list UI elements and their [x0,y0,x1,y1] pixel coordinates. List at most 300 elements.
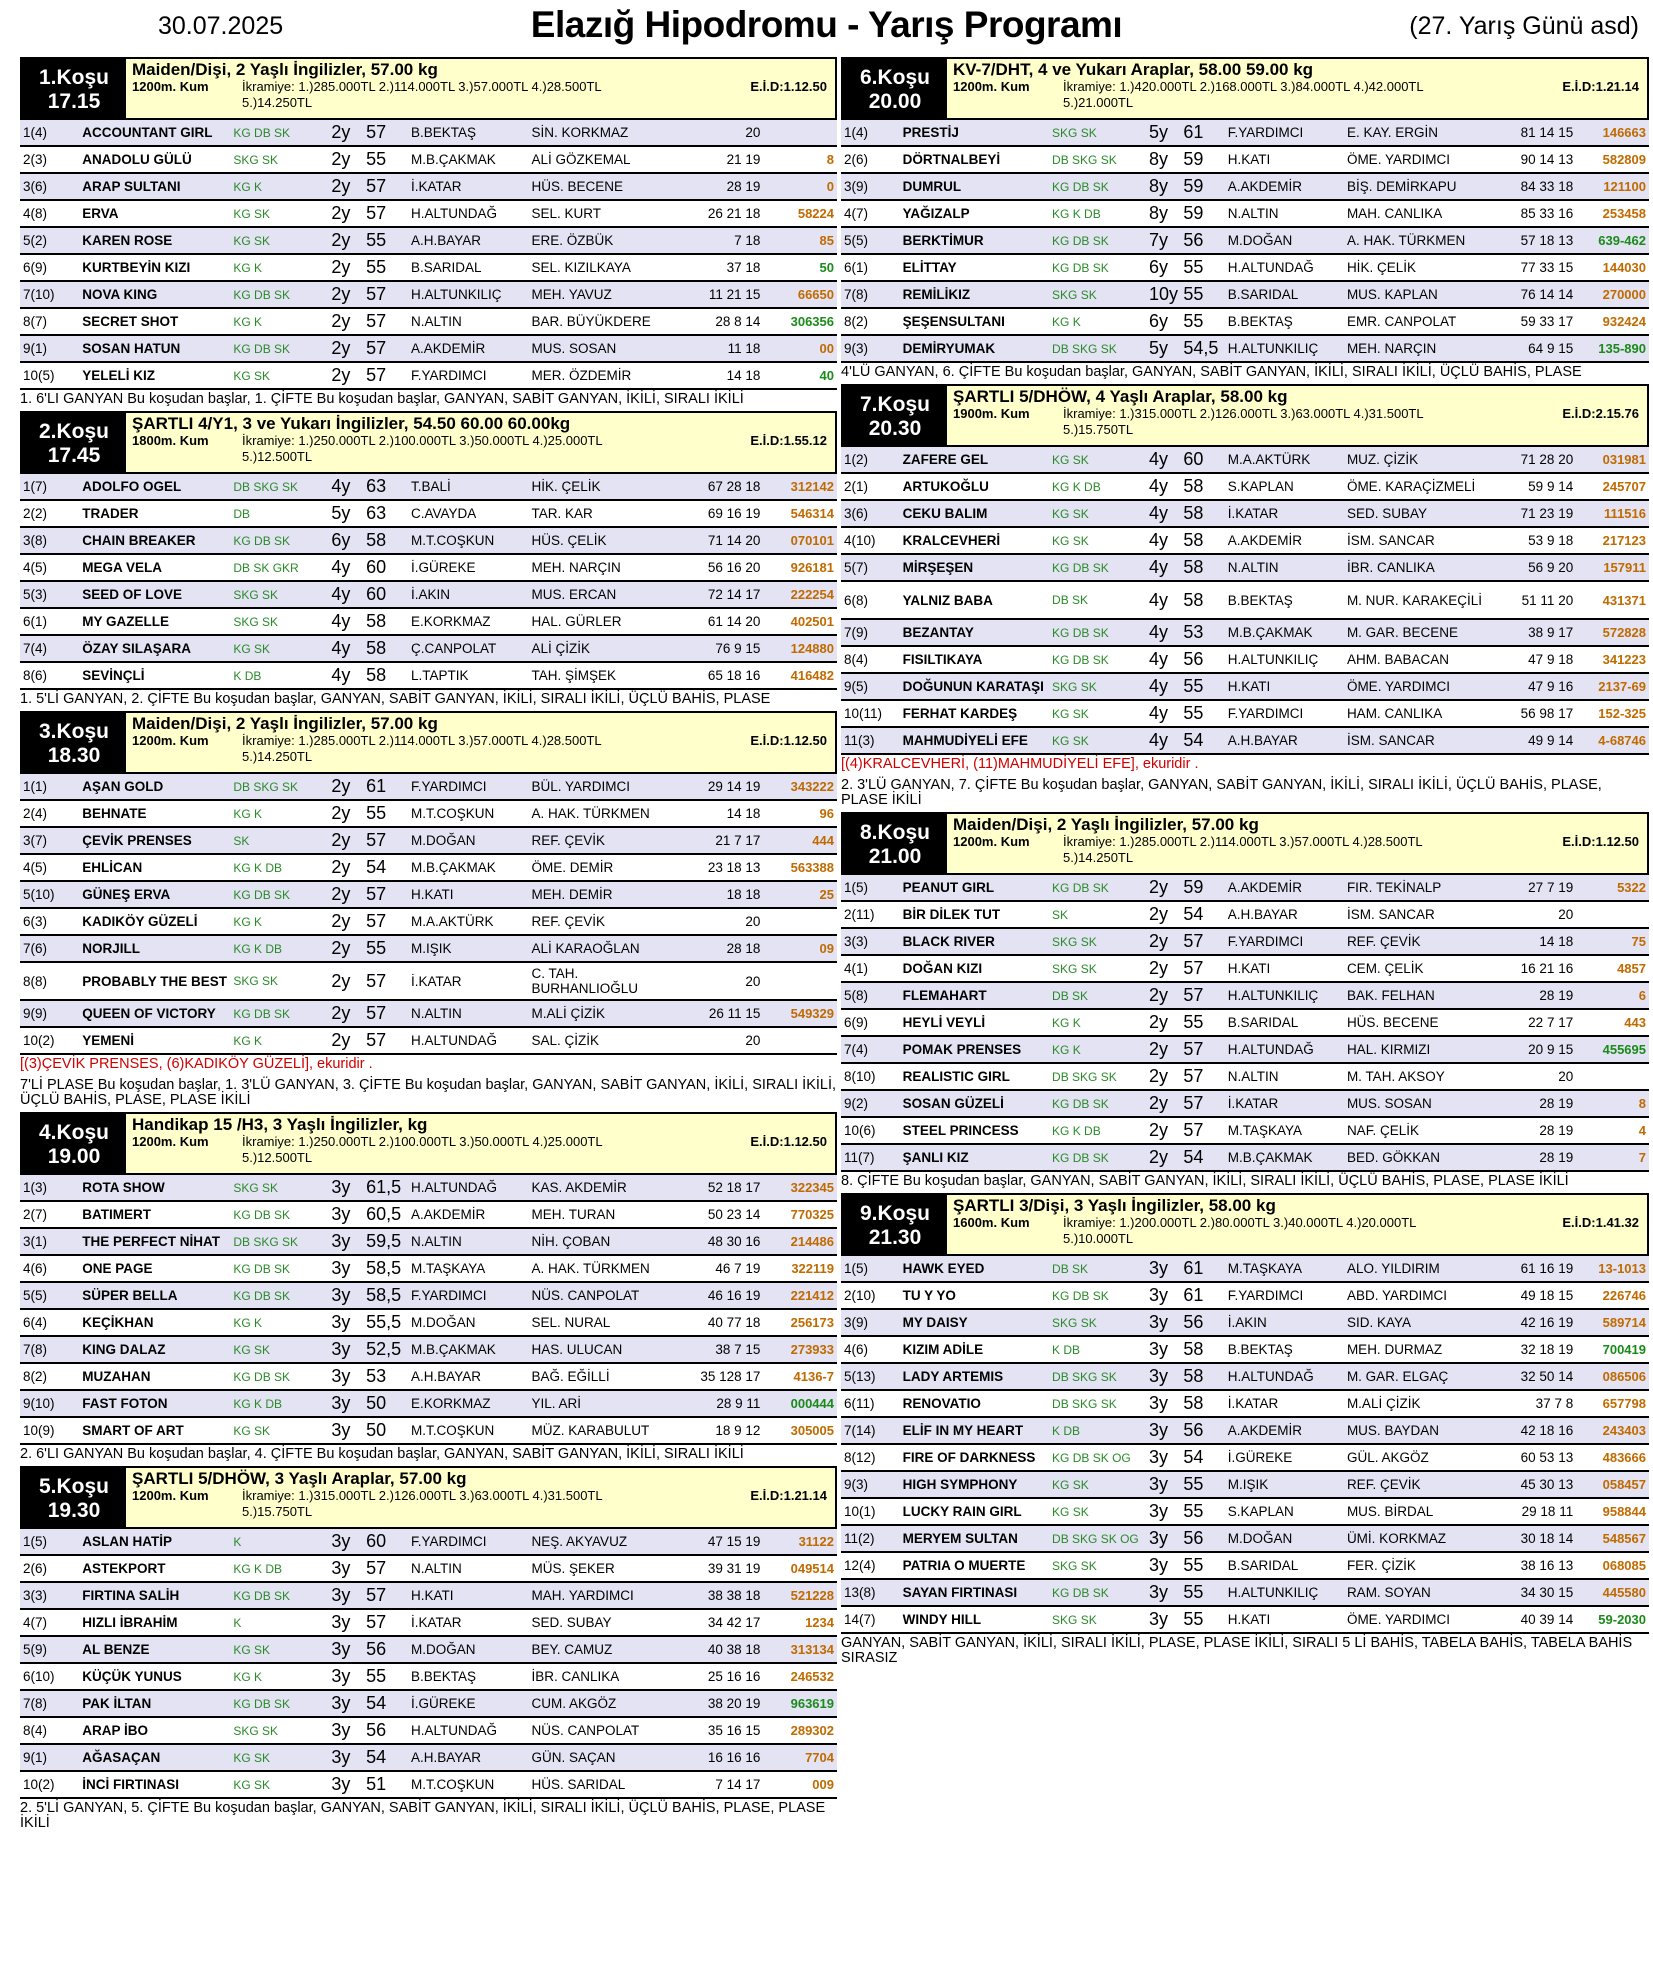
horse-weight: 63 [363,474,408,500]
horse-name: AĞASAÇAN [79,1744,230,1771]
horse-number: 7(6) [20,935,79,962]
horse-weight: 58 [1180,473,1224,500]
horse-age: 4y [328,662,363,689]
race-header [20,57,837,120]
horse-row [20,1309,837,1336]
jockey-name: F.YARDIMCI [1225,928,1344,955]
horse-number: 11(2) [841,1525,900,1552]
horse-number: 3(7) [20,827,79,854]
horse-form: 76 14 14 [1485,281,1576,308]
horse-age: 2y [1146,1009,1180,1036]
horse-equipment: KG DB SK [230,1363,328,1390]
horse-age: 3y [328,1175,363,1201]
horse-age: 8y [1146,146,1180,173]
horse-weight: 58 [1180,581,1224,619]
jockey-name: M.IŞIK [408,935,529,962]
last-results: 402501 [763,608,837,635]
horse-equipment: KG K [230,908,328,935]
horse-age: 10y [1146,281,1180,308]
horse-equipment: KG K DB [230,1390,328,1417]
horse-row [841,928,1649,955]
horse-age: 5y [328,500,363,527]
program-date: 30.07.2025 [158,12,284,40]
horse-name: RENOVATIO [900,1390,1049,1417]
race-prize-line-2 [132,1504,829,1520]
horse-row [841,227,1649,254]
jockey-name: M.A.AKTÜRK [1225,447,1344,473]
horse-form: 20 9 15 [1485,1036,1576,1063]
last-results: 09 [763,935,837,962]
horse-form: 34 30 15 [1485,1579,1576,1606]
horse-number: 10(2) [20,1771,79,1798]
horse-weight: 57 [363,1609,408,1636]
horse-form: 39 31 19 [672,1555,764,1582]
horse-form: 28 18 [672,935,764,962]
horse-form: 28 19 [1485,1144,1576,1171]
horse-age: 3y [328,1309,363,1336]
horse-form: 65 18 16 [672,662,764,689]
horse-weight: 51 [363,1771,408,1798]
last-results [763,962,837,1000]
horse-form: 85 33 16 [1485,200,1576,227]
horse-weight: 61,5 [363,1175,408,1201]
horse-number: 7(14) [841,1417,900,1444]
horse-row [841,1117,1649,1144]
horse-number: 8(7) [20,308,79,335]
horse-form: 7 14 17 [672,1771,764,1798]
horse-weight: 55 [1180,700,1224,727]
last-results: 932424 [1576,308,1649,335]
horse-weight: 57 [363,308,408,335]
horse-weight: 55 [363,1663,408,1690]
horse-row [20,1255,837,1282]
horse-row [20,1000,837,1027]
horse-number: 10(9) [20,1417,79,1444]
jockey-name: M.T.COŞKUN [408,1417,529,1444]
owner-name: MÜZ. KARABULUT [529,1417,672,1444]
horse-number: 8(4) [20,1717,79,1744]
race-prize-line-2 [132,449,829,465]
jockey-name: B.SARIDAL [1225,1552,1344,1579]
horse-form: 25 16 16 [672,1663,764,1690]
horse-form: 7 18 [672,227,764,254]
last-results: 548567 [1576,1525,1649,1552]
last-results [763,1027,837,1054]
horse-name: MY DAISY [900,1309,1049,1336]
horse-age: 3y [1146,1471,1180,1498]
horse-name: ZAFERE GEL [900,447,1049,473]
horse-table [841,1256,1649,1634]
horse-age: 3y [1146,1256,1180,1282]
race-record: E.İ.D:1.12.50 [1562,834,1639,849]
last-results: 009 [763,1771,837,1798]
horse-weight: 58 [1180,500,1224,527]
horse-weight: 55,5 [363,1309,408,1336]
horse-name: MERYEM SULTAN [900,1525,1049,1552]
race-header [841,384,1649,447]
owner-name: C. TAH. BURHANLIOĞLU [529,962,672,1000]
last-results: 31122 [763,1529,837,1555]
horse-weight: 57 [363,120,408,146]
horse-number: 9(10) [20,1390,79,1417]
race-record: E.İ.D:2.15.76 [1562,406,1639,421]
horse-row [841,1498,1649,1525]
jockey-name: M.B.ÇAKMAK [1225,619,1344,646]
horse-form: 16 16 16 [672,1744,764,1771]
race-block-3 [20,711,837,1112]
horse-name: WINDY HILL [900,1606,1049,1633]
owner-name: HAL. GÜRLER [529,608,672,635]
horse-weight: 61 [363,774,408,800]
race-prize-line [132,1134,829,1150]
last-results: 639-462 [1576,227,1649,254]
last-results: 657798 [1576,1390,1649,1417]
owner-name: YIL. ARİ [529,1390,672,1417]
last-results: 217123 [1576,527,1649,554]
last-results: 25 [763,881,837,908]
horse-form: 90 14 13 [1485,146,1576,173]
horse-equipment: KG K [230,1027,328,1054]
bet-note: 2. 6'LI GANYAN Bu koşudan başlar, 4. ÇİFTE Bu koşudan başlar, GANYAN, SABİT GANYAN, İKİLİ, SIRALI İKİLİ [20,1446,744,1462]
bet-note: 4'LÜ GANYAN, 6. ÇİFTE Bu koşudan başlar, GANYAN, SABİT GANYAN, İKİLİ, SIRALI İKİLİ, ÜÇLÜ BAHİS, PLASE [841,364,1582,380]
horse-equipment: KG SK [230,200,328,227]
horse-age: 2y [328,362,363,389]
jockey-name: H.ALTUNDAĞ [408,1027,529,1054]
horse-name: SÜPER BELLA [79,1282,230,1309]
owner-name: MEH. NARÇIN [1344,335,1485,362]
horse-number: 4(8) [20,200,79,227]
horse-age: 4y [1146,673,1180,700]
horse-equipment: KG K [230,308,328,335]
horse-equipment: KG SK [230,227,328,254]
horse-equipment: KG K [230,1309,328,1336]
horse-weight: 55 [1180,1009,1224,1036]
horse-form: 22 7 17 [1485,1009,1576,1036]
horse-equipment: SKG SK [1049,281,1146,308]
horse-form: 20 [672,962,764,1000]
horse-age: 2y [328,881,363,908]
race-time: 17.45 [47,444,101,467]
horse-equipment: DB SKG SK [230,474,328,500]
horse-equipment: SKG SK [1049,1552,1146,1579]
race-prize: İkramiye: 1.)285.000TL 2.)114.000TL 3.)57.000TL 4.)28.500TL [242,79,602,94]
race-time: 20.00 [868,90,922,113]
horse-form: 28 8 14 [672,308,764,335]
horse-row [20,1636,837,1663]
horse-weight: 58 [1180,554,1224,581]
horse-name: KADIKÖY GÜZELİ [79,908,230,935]
jockey-name: İ.GÜREKE [408,1690,529,1717]
jockey-name: B.BEKTAŞ [408,120,529,146]
horse-weight: 57 [363,335,408,362]
race-time: 19.00 [47,1145,101,1168]
jockey-name: A.AKDEMİR [1225,1417,1344,1444]
owner-name: ALO. YILDIRIM [1344,1256,1485,1282]
owner-name: HÜS. ÇELİK [529,527,672,554]
horse-equipment: KG DB SK [230,1201,328,1228]
last-results: 4857 [1576,955,1649,982]
last-results: 245707 [1576,473,1649,500]
horse-equipment: DB SK [1049,982,1146,1009]
horse-form: 40 38 18 [672,1636,764,1663]
owner-name: M. NUR. KARAKEÇİLİ [1344,581,1485,619]
horse-equipment: KG DB SK [230,281,328,308]
horse-age: 2y [328,227,363,254]
owner-name: M. GAR. BECENE [1344,619,1485,646]
horse-age: 3y [1146,1525,1180,1552]
race-info [126,59,835,118]
horse-age: 2y [328,935,363,962]
horse-equipment: KG SK [1049,1471,1146,1498]
horse-weight: 58 [363,662,408,689]
horse-weight: 50 [363,1417,408,1444]
horse-table [20,1529,837,1799]
horse-form: 81 14 15 [1485,120,1576,146]
owner-name: İBR. CANLIKA [1344,554,1485,581]
horse-age: 7y [1146,227,1180,254]
horse-age: 3y [328,1771,363,1798]
jockey-name: H.KATI [408,881,529,908]
race-prize-line [132,79,829,95]
horse-name: HIGH SYMPHONY [900,1471,1049,1498]
horse-row [20,908,837,935]
horse-name: SEED OF LOVE [79,581,230,608]
jockey-name: E.KORKMAZ [408,1390,529,1417]
last-results: 589714 [1576,1309,1649,1336]
race-title: ŞARTLI 4/Y1, 3 ve Yukarı İngilizler, 54.50 60.00 60.00kg [132,414,571,433]
right-column [841,57,1649,1670]
horse-weight: 57 [363,173,408,200]
horse-name: NOVA KING [79,281,230,308]
horse-row [841,875,1649,901]
horse-number: 5(7) [841,554,900,581]
jockey-name: A.AKDEMİR [408,335,529,362]
horse-equipment: KG DB SK OG [1049,1444,1146,1471]
horse-row [20,554,837,581]
horse-age: 3y [1146,1606,1180,1633]
race-prize: İkramiye: 1.)250.000TL 2.)100.000TL 3.)50.000TL 4.)25.000TL [242,433,603,448]
horse-form: 34 42 17 [672,1609,764,1636]
horse-name: BERKTİMUR [900,227,1049,254]
horse-weight: 60,5 [363,1201,408,1228]
horse-weight: 55 [1180,308,1224,335]
race-prize-5: 5.)10.000TL [1063,1231,1134,1246]
horse-row [20,200,837,227]
horse-equipment: KG K DB [1049,1117,1146,1144]
jockey-name: M.A.AKTÜRK [408,908,529,935]
horse-age: 6y [328,527,363,554]
horse-row [20,335,837,362]
horse-name: PRESTİJ [900,120,1049,146]
horse-number: 10(6) [841,1117,900,1144]
horse-equipment: KG DB SK [230,335,328,362]
horse-age: 2y [328,800,363,827]
bet-note: 2. 3'LÜ GANYAN, 7. ÇİFTE Bu koşudan başlar, GANYAN, SABİT GANYAN, İKİLİ, SIRALI İKİLİ, ÜÇLÜ BAHİS, PLASE, PLASE İKİLİ [841,777,1602,808]
horse-age: 2y [328,774,363,800]
horse-age: 3y [328,1201,363,1228]
horse-name: SAYAN FIRTINASI [900,1579,1049,1606]
horse-equipment: KG SK [230,1771,328,1798]
race-title: ŞARTLI 3/Dişi, 3 Yaşlı İngilizler, 58.00 kg [953,1196,1276,1215]
race-day-label: (27. Yarış Günü asd) [1409,12,1639,40]
race-distance: 1200m. Kum [132,1488,209,1503]
horse-row [841,1390,1649,1417]
jockey-name: M.TAŞKAYA [408,1255,529,1282]
race-header [20,711,837,774]
horse-age: 3y [1146,1309,1180,1336]
last-results: 343222 [763,774,837,800]
horse-name: FLEMAHART [900,982,1049,1009]
horse-row [20,608,837,635]
owner-name: KAS. AKDEMİR [529,1175,672,1201]
race-number: 7.Koşu [859,393,930,416]
horse-weight: 57 [363,1000,408,1027]
horse-form: 35 128 17 [672,1363,764,1390]
horse-name: DOĞUNUN KARATAŞI [900,673,1049,700]
horse-name: ŞANLI KIZ [900,1144,1049,1171]
jockey-name: B.BEKTAŞ [408,1663,529,1690]
horse-form: 35 16 15 [672,1717,764,1744]
horse-form: 28 19 [1485,982,1576,1009]
horse-age: 3y [328,1609,363,1636]
horse-equipment: KG DB SK [1049,1282,1146,1309]
owner-name: CEM. ÇELİK [1344,955,1485,982]
owner-name: ALİ GÖZKEMAL [529,146,672,173]
horse-number: 8(8) [20,962,79,1000]
horse-name: HEYLİ VEYLİ [900,1009,1049,1036]
horse-age: 4y [1146,554,1180,581]
horse-number: 7(9) [841,619,900,646]
owner-name: ÜMİ. KORKMAZ [1344,1525,1485,1552]
horse-row [20,1282,837,1309]
horse-number: 2(7) [20,1201,79,1228]
horse-form: 28 19 [672,173,764,200]
horse-row [841,901,1649,928]
race-number-box [843,814,947,873]
last-results: 5322 [1576,875,1649,901]
horse-number: 6(9) [20,254,79,281]
last-results: 546314 [763,500,837,527]
horse-row [20,1390,837,1417]
horse-age: 2y [1146,875,1180,901]
horse-age: 2y [328,308,363,335]
horse-weight: 57 [363,908,408,935]
horse-name: ÖZAY SILAŞARA [79,635,230,662]
horse-age: 2y [328,854,363,881]
horse-number: 2(4) [20,800,79,827]
horse-number: 3(6) [841,500,900,527]
owner-name: ÖME. YARDIMCI [1344,146,1485,173]
horse-form: 20 [672,120,764,146]
jockey-name: S.KAPLAN [1225,1498,1344,1525]
horse-name: QUEEN OF VICTORY [79,1000,230,1027]
horse-name: ROTA SHOW [79,1175,230,1201]
ekuri-note: [(3)ÇEVİK PRENSES, (6)KADIKÖY GÜZELİ], ekuridir . [20,1056,373,1072]
horse-weight: 58 [363,527,408,554]
horse-age: 3y [328,1555,363,1582]
horse-equipment: SKG SK [1049,1606,1146,1633]
last-results: 243403 [1576,1417,1649,1444]
horse-form: 23 18 13 [672,854,764,881]
race-distance: 1800m. Kum [132,433,209,448]
horse-age: 3y [328,1717,363,1744]
horse-row [20,1417,837,1444]
horse-row [841,1417,1649,1444]
horse-form: 29 14 19 [672,774,764,800]
horse-age: 3y [328,1417,363,1444]
horse-age: 2y [328,281,363,308]
horse-number: 1(4) [841,120,900,146]
horse-number: 3(6) [20,173,79,200]
race-number: 3.Koşu [38,720,109,743]
horse-form: 51 11 20 [1485,581,1576,619]
horse-row [841,581,1649,619]
horse-weight: 54 [363,1690,408,1717]
horse-number: 1(5) [20,1529,79,1555]
owner-name: M.ALİ ÇİZİK [529,1000,672,1027]
race-info [126,413,835,472]
horse-form: 37 18 [672,254,764,281]
jockey-name: İ.KATAR [408,173,529,200]
last-results: 96 [763,800,837,827]
horse-name: THE PERFECT NİHAT [79,1228,230,1255]
horse-row [20,527,837,554]
owner-name: MEH. NARÇIN [529,554,672,581]
jockey-name: M.B.ÇAKMAK [408,1336,529,1363]
horse-form: 40 77 18 [672,1309,764,1336]
horse-equipment: SKG SK [1049,673,1146,700]
horse-number: 1(5) [841,875,900,901]
race-title: ŞARTLI 5/DHÖW, 3 Yaşlı Araplar, 57.00 kg [132,1469,467,1488]
owner-name: MEH. YAVUZ [529,281,672,308]
last-results: 700419 [1576,1336,1649,1363]
horse-row [20,1555,837,1582]
race-prize-line [953,79,1641,95]
horse-age: 3y [328,1336,363,1363]
last-results: 66650 [763,281,837,308]
horse-number: 5(3) [20,581,79,608]
horse-age: 4y [1146,619,1180,646]
horse-equipment: DB SKG SK [1049,146,1146,173]
horse-equipment: KG DB SK [1049,254,1146,281]
horse-row [20,854,837,881]
horse-form: 49 18 15 [1485,1282,1576,1309]
horse-age: 2y [328,335,363,362]
horse-equipment: DB SKG SK [1049,1363,1146,1390]
jockey-name: T.BALİ [408,474,529,500]
jockey-name: A.H.BAYAR [1225,901,1344,928]
horse-form: 50 23 14 [672,1201,764,1228]
horse-weight: 57 [363,1027,408,1054]
race-prize-line-2 [132,95,829,111]
last-results: 58224 [763,200,837,227]
horse-weight: 60 [363,581,408,608]
owner-name: AHM. BABACAN [1344,646,1485,673]
last-results: 144030 [1576,254,1649,281]
horse-form: 38 9 17 [1485,619,1576,646]
race-prize-5: 5.)14.250TL [242,95,313,110]
horse-weight: 55 [1180,281,1224,308]
horse-equipment: SKG SK [1049,928,1146,955]
horse-name: KING DALAZ [79,1336,230,1363]
horse-name: HAWK EYED [900,1256,1049,1282]
last-results: 289302 [763,1717,837,1744]
last-results: 958844 [1576,1498,1649,1525]
owner-name: HÜS. BECENE [529,173,672,200]
horse-weight: 56 [1180,646,1224,673]
horse-number: 1(4) [20,120,79,146]
owner-name: NÜS. CANPOLAT [529,1717,672,1744]
